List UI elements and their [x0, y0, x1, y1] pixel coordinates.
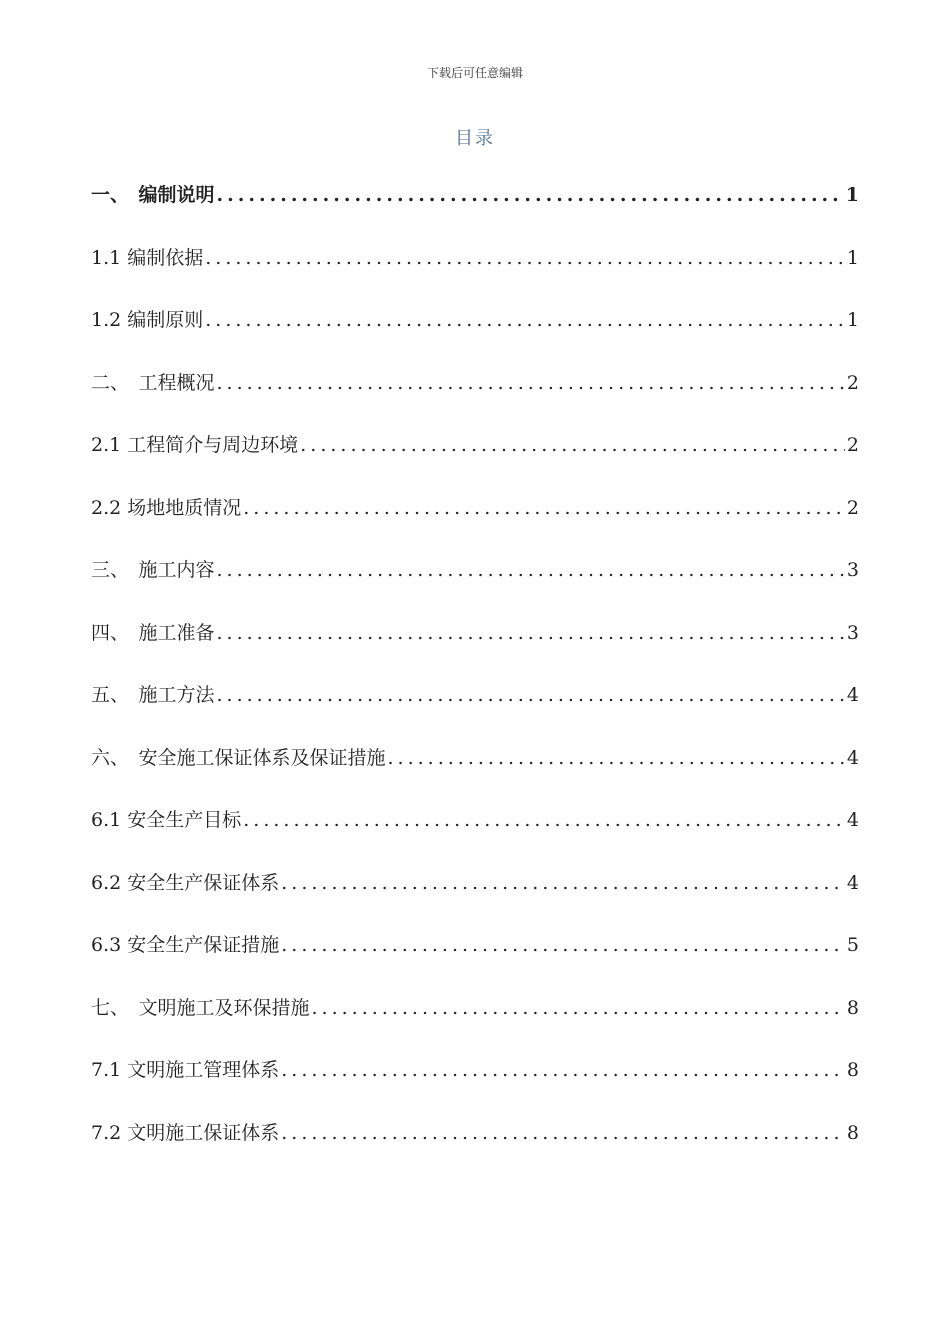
- toc-entry-page: 1: [845, 184, 859, 206]
- toc-entry-page: 1: [846, 309, 859, 331]
- toc-entry-page: 1: [846, 246, 859, 269]
- toc-entry-page: 2: [846, 371, 859, 394]
- toc-entry[interactable]: [91, 743, 859, 806]
- dot-leader: [205, 305, 845, 335]
- dot-leader: [300, 430, 845, 460]
- toc-entry-label: 6.3 安全生产保证措施: [91, 934, 280, 956]
- toc-entry-page: 2: [846, 496, 859, 519]
- dot-leader: [281, 1055, 845, 1085]
- toc-entry-label: 6.1 安全生产目标: [91, 809, 242, 831]
- dot-leader: [281, 868, 845, 898]
- dot-leader: [312, 993, 845, 1023]
- toc-entry-label: 7.1 文明施工管理体系: [91, 1059, 280, 1081]
- toc-entry-page: 3: [846, 621, 859, 644]
- toc-entry[interactable]: [91, 805, 859, 868]
- toc-entry[interactable]: [91, 618, 859, 681]
- toc-entry-label: 二、 工程概况: [91, 371, 215, 394]
- toc-entry[interactable]: [91, 430, 859, 493]
- toc-entry[interactable]: [91, 180, 859, 243]
- toc-entry[interactable]: [91, 305, 859, 368]
- toc-entry[interactable]: [91, 555, 859, 618]
- toc-entry[interactable]: [91, 368, 859, 431]
- toc-entry-label: 六、 安全施工保证体系及保证措施: [91, 746, 386, 769]
- header-note: 下载后可任意编辑: [426, 66, 523, 80]
- toc-entry-page: 4: [846, 746, 859, 769]
- toc-entry-page: 4: [846, 684, 859, 706]
- toc-entry-label: 一、 编制说明: [91, 184, 215, 206]
- toc-entry-label: 1.1 编制依据: [91, 246, 204, 269]
- dot-leader: [243, 493, 845, 523]
- toc-entry-label: 三、 施工内容: [91, 559, 215, 581]
- toc-entry[interactable]: [91, 1055, 859, 1118]
- table-of-contents: [91, 180, 859, 1180]
- dot-leader: [281, 930, 845, 960]
- dot-leader: [217, 180, 844, 210]
- dot-leader: [217, 618, 845, 648]
- toc-entry-label: 七、 文明施工及环保措施: [91, 996, 310, 1019]
- toc-entry-page: 3: [846, 559, 859, 581]
- toc-entry[interactable]: [91, 243, 859, 306]
- toc-entry-label: 6.2 安全生产保证体系: [91, 871, 280, 894]
- dot-leader: [281, 1118, 845, 1148]
- toc-entry-page: 4: [846, 809, 859, 831]
- toc-entry-label: 五、 施工方法: [91, 684, 215, 706]
- toc-entry[interactable]: [91, 680, 859, 743]
- toc-entry-page: 2: [846, 434, 859, 456]
- dot-leader: [388, 743, 845, 773]
- toc-entry-page: 5: [846, 934, 859, 956]
- toc-title: 目录: [455, 128, 495, 149]
- toc-entry[interactable]: [91, 930, 859, 993]
- toc-entry-page: 4: [846, 871, 859, 894]
- toc-entry-page: 8: [846, 1121, 859, 1144]
- dot-leader: [217, 680, 845, 710]
- dot-leader: [217, 555, 845, 585]
- toc-entry-label: 2.2 场地地质情况: [91, 496, 242, 519]
- toc-entry-label: 四、 施工准备: [91, 621, 215, 644]
- toc-entry-label: 7.2 文明施工保证体系: [91, 1121, 280, 1144]
- dot-leader: [217, 368, 845, 398]
- dot-leader: [243, 805, 845, 835]
- toc-entry[interactable]: [91, 493, 859, 556]
- toc-entry-label: 1.2 编制原则: [91, 309, 204, 331]
- toc-entry-page: 8: [846, 996, 859, 1019]
- toc-entry[interactable]: [91, 993, 859, 1056]
- toc-entry-label: 2.1 工程简介与周边环境: [91, 434, 299, 456]
- toc-entry-page: 8: [846, 1059, 859, 1081]
- dot-leader: [205, 243, 845, 273]
- toc-entry[interactable]: [91, 868, 859, 931]
- toc-entry[interactable]: [91, 1118, 859, 1181]
